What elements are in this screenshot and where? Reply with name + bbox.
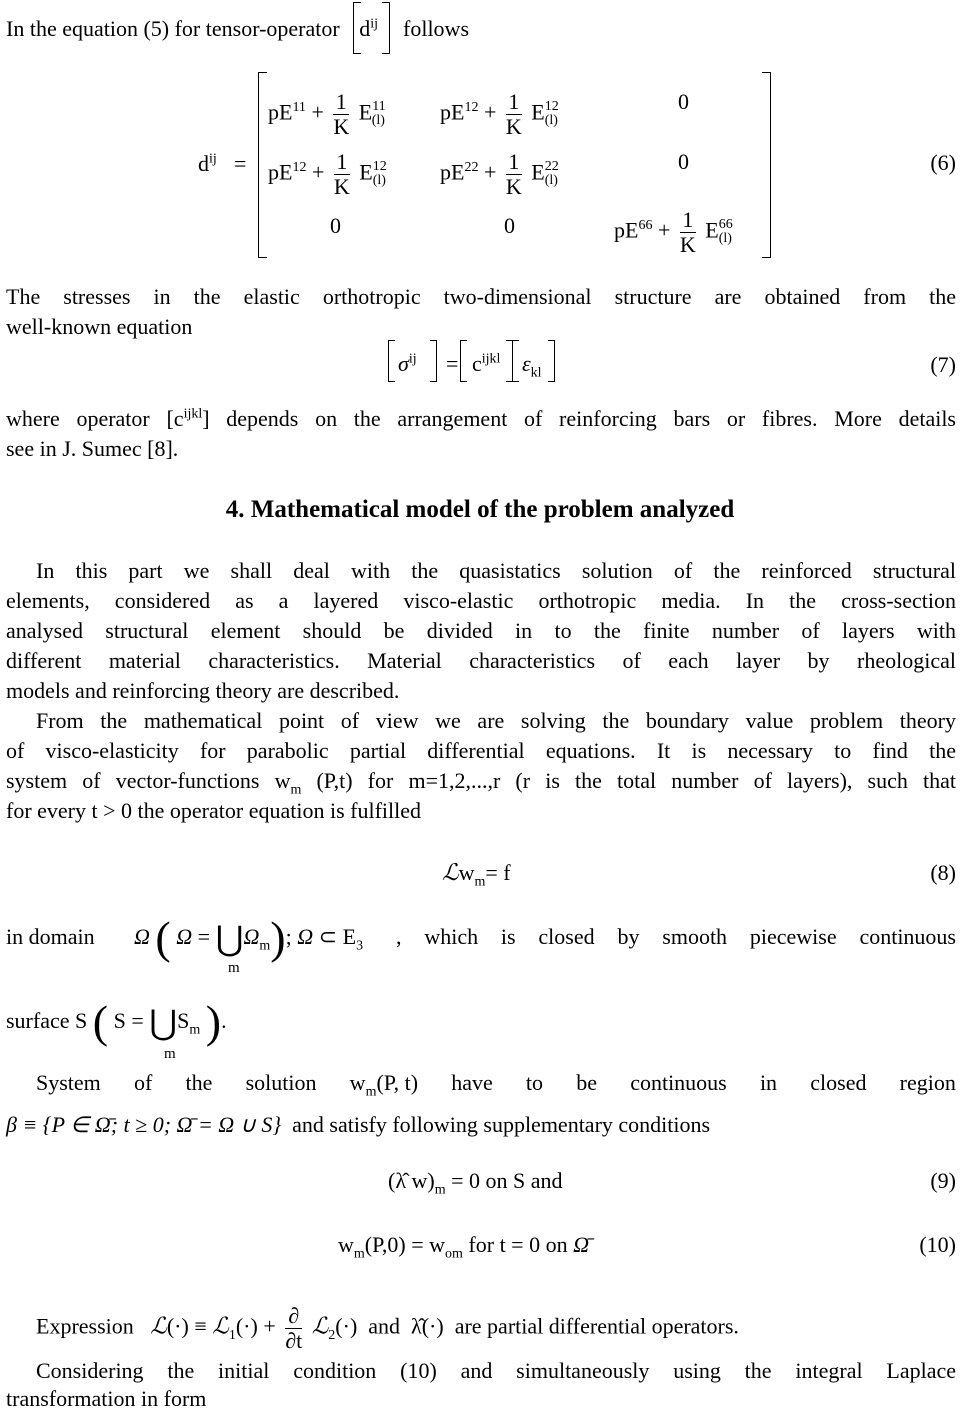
domain-expression: Ω ( $\Omega = ⋃\Omega_m$); Ω ⊂ $E_3$ bbox=[134, 912, 364, 963]
matrix-r3c2: 0 bbox=[504, 213, 515, 238]
para4-line1: From the mathematical point of view we are solving the boundary value problem theory bbox=[36, 708, 956, 733]
equation-number-9: (9) bbox=[930, 1168, 956, 1193]
para1-line1: The stresses in the elastic orthotropic two-dimensional structure are obtained from the bbox=[6, 284, 956, 309]
para3-line3: analysed structural element should be divided in to the finite number of layers with bbox=[6, 618, 956, 643]
para4-line4: for every t > 0 the operator equation is fulfilled bbox=[6, 798, 421, 823]
domain-label: in domain bbox=[6, 924, 95, 949]
para3-line1: In this part we shall deal with the quasistatics solution of the reinforced structural bbox=[36, 558, 956, 583]
equation-10: $w_m(P,0) = w_{om}$ for t = 0 on Ω̄ bbox=[338, 1232, 590, 1262]
beta-line: β ≡ {P ∈ Ω̄; t ≥ 0; Ω̄ = Ω ∪ S} and satisfy following supplementary conditions bbox=[6, 1112, 711, 1137]
intro-text: In the equation (5) for tensor-operator bbox=[6, 16, 340, 41]
system-line: System of the solution $w_m(P$, t) have to be continuous in closed region bbox=[36, 1070, 956, 1100]
matrix-r2c1: $pE^{12}$ + $\frac{1}{K}$ E12(l) bbox=[268, 149, 387, 199]
section-heading: 4. Mathematical model of the problem analyzed bbox=[225, 496, 735, 523]
matrix-r2c2: $pE^{22}$ + $\frac{1}{K}$ E22(l) bbox=[440, 149, 559, 199]
intro-after: follows bbox=[403, 16, 469, 41]
para4-line3: system of vector-functions $w_m$ (P,t) for m=1,2,...,r (r is the total number of layers), such that bbox=[6, 768, 956, 798]
last-line2: transformation in form bbox=[6, 1386, 207, 1411]
matrix-bracket-left bbox=[258, 72, 267, 258]
surface-line: surface S ( $S = ⋃S_m$ ). bbox=[6, 996, 227, 1047]
intro-line: In the equation (5) for tensor-operator $d^{ij}$ follows bbox=[6, 14, 469, 44]
equation-number-8: (8) bbox=[930, 860, 956, 885]
equation-number-6: (6) bbox=[930, 150, 956, 175]
equation-8: ℒw$_m$= f bbox=[442, 860, 511, 890]
domain-text: , which is closed by smooth piecewise continuous bbox=[396, 924, 956, 949]
para3-line5: models and reinforcing theory are described. bbox=[6, 678, 400, 703]
matrix-bracket-right bbox=[762, 72, 771, 258]
expression-line: Expression ℒ(·) ≡ ℒ$_1$(·) + $\frac{\partial}{\partial t}$ ℒ$_2$(·) and λ̂(·) are partial differential operators. bbox=[36, 1303, 739, 1353]
para1-line2: well-known equation bbox=[6, 314, 193, 339]
matrix-r3c3: $pE^{66}$ + $\frac{1}{K}$ E66(l) bbox=[614, 207, 733, 257]
surface-union-index: m bbox=[164, 1046, 176, 1062]
intro-symbol: d bbox=[359, 16, 371, 41]
para3-line4: different material characteristics. Material characteristics of each layer by rheological bbox=[6, 648, 956, 673]
domain-union-index: m bbox=[228, 960, 240, 976]
para2-line1: where operator $[c^{ijkl}]$ depends on the arrangement of reinforcing bars or fibres. More details bbox=[6, 406, 956, 431]
intro-bracket-right bbox=[382, 2, 390, 54]
para2-line2: see in J. Sumec [8]. bbox=[6, 436, 179, 461]
matrix-r2c3: 0 bbox=[678, 149, 689, 174]
equation-number-10: (10) bbox=[919, 1232, 956, 1257]
para3-line2: elements, considered as a layered visco-elastic orthotropic media. In the cross-section bbox=[6, 588, 956, 613]
equation-9: (λ̂ $w)_m = 0$ on S and bbox=[388, 1168, 563, 1198]
last-line1: Considering the initial condition (10) and simultaneously using the integral Laplace bbox=[36, 1358, 956, 1383]
para4-line2: of visco-elasticity for parabolic partial differential equations. It is necessary to find the bbox=[6, 738, 956, 763]
matrix-r1c1: $pE^{11}$ + $\frac{1}{K}$ E11(l) bbox=[268, 89, 386, 139]
matrix-r1c2: $pE^{12}$ + $\frac{1}{K}$ E12(l) bbox=[440, 89, 559, 139]
matrix-r1c3: 0 bbox=[678, 89, 689, 114]
intro-bracket-left bbox=[353, 2, 361, 54]
equation-number-7: (7) bbox=[930, 352, 956, 377]
matrix-r3c1: 0 bbox=[330, 213, 341, 238]
